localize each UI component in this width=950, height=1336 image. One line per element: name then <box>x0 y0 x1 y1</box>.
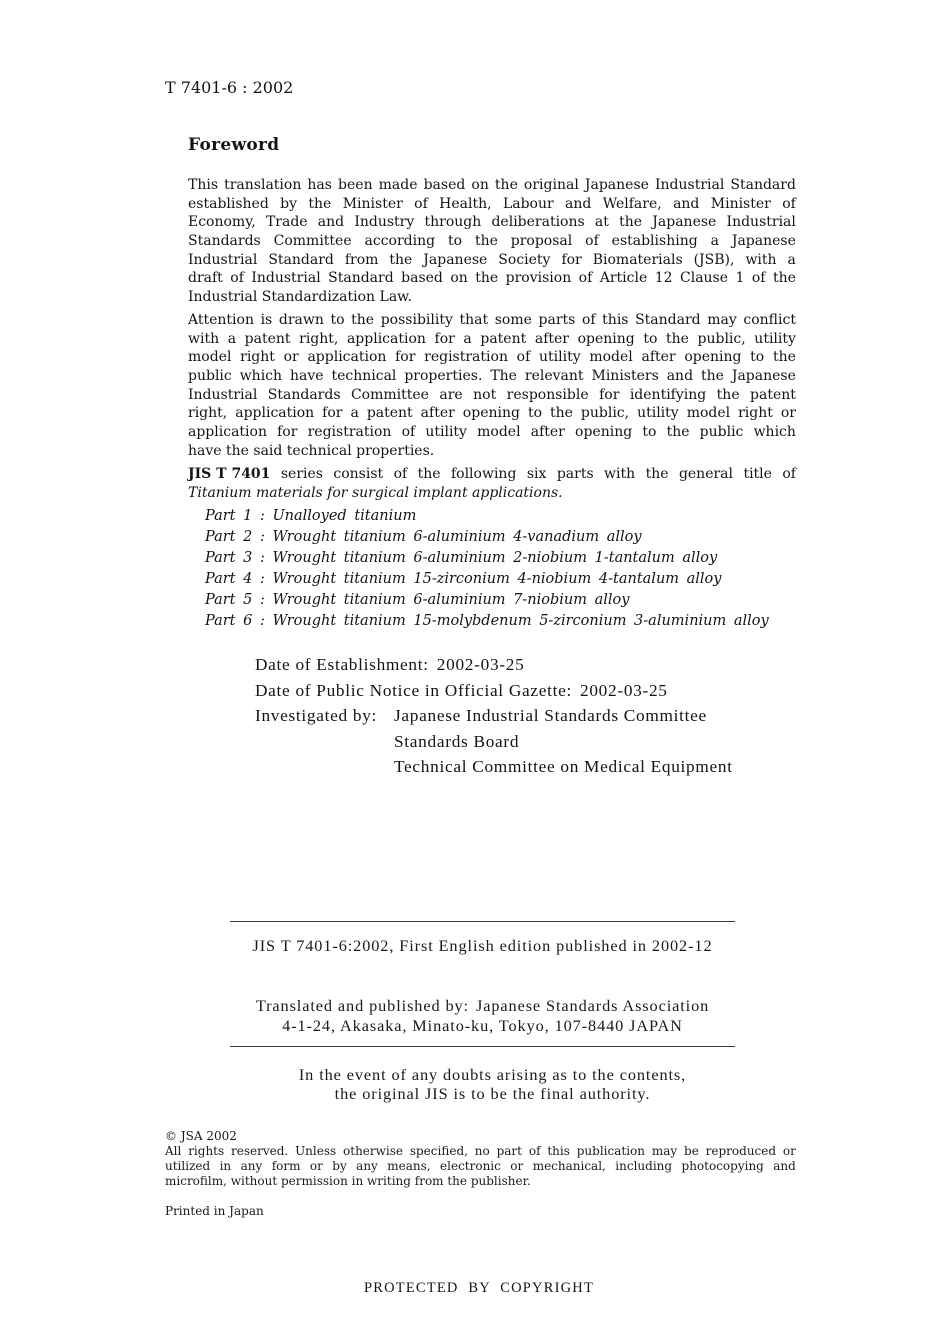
word: the <box>645 466 669 482</box>
word: the <box>716 386 740 403</box>
word: provision <box>505 270 572 287</box>
copyright-block <box>165 1129 796 1189</box>
word: of <box>782 466 796 482</box>
word: or <box>283 349 299 366</box>
establishment-label: Date of Establishment: <box>255 655 429 674</box>
word: of <box>401 424 416 441</box>
word: Standard <box>268 251 334 268</box>
word: and <box>666 368 694 385</box>
word: photocopying <box>681 1158 764 1173</box>
word: of <box>516 349 531 366</box>
word: by <box>332 1158 347 1173</box>
word: a <box>463 330 472 347</box>
word: which <box>753 424 796 441</box>
authority-note-line: the original JIS is to be the final authority. <box>334 1083 651 1103</box>
word: following <box>450 466 517 482</box>
word: a <box>787 251 796 268</box>
word: Trade <box>265 214 308 231</box>
word: translation <box>224 177 302 193</box>
word: at <box>594 214 609 231</box>
word: some <box>494 312 532 328</box>
word: the <box>549 405 573 422</box>
word: opening <box>575 424 633 441</box>
publisher-line <box>230 996 735 1016</box>
word: opening <box>684 349 742 366</box>
word: this <box>602 312 629 328</box>
word: Industry <box>354 214 415 231</box>
word: right, <box>299 330 339 347</box>
word: 1 <box>735 270 745 287</box>
word: of <box>578 270 593 287</box>
word: the <box>700 368 724 385</box>
word: of <box>414 195 428 212</box>
word: and <box>773 1158 796 1173</box>
rights-line <box>165 1159 796 1174</box>
word: to <box>643 330 658 347</box>
word: for <box>395 349 416 366</box>
word: Biomaterials <box>592 251 683 268</box>
word: to <box>447 233 463 250</box>
divider-top <box>230 921 735 922</box>
word: through <box>424 214 482 231</box>
word: patent <box>366 405 413 422</box>
investigator-item: Technical Committee on Medical Equipment <box>394 757 733 776</box>
word: may <box>707 312 737 328</box>
word: and <box>317 214 345 231</box>
investigators-list <box>394 703 733 780</box>
paragraph-line <box>188 404 796 423</box>
publisher-label: Translated and published by: <box>255 996 469 1015</box>
word: Unless <box>295 1143 337 1158</box>
word: Standards <box>188 233 261 250</box>
word: reproduced <box>705 1143 777 1158</box>
word: right <box>738 405 773 422</box>
word: to <box>642 424 657 441</box>
word: in <box>219 1158 232 1173</box>
word: specified, <box>409 1143 468 1158</box>
word: six <box>526 466 547 482</box>
paragraph-line <box>188 213 796 232</box>
word: according <box>364 233 436 250</box>
investigated-row <box>255 703 733 780</box>
public-notice-date: 2002-03-25 <box>580 680 668 700</box>
word: original <box>523 177 579 193</box>
word: after <box>420 405 455 422</box>
word: public, <box>697 330 746 347</box>
word: to <box>527 405 542 422</box>
word: made <box>378 177 418 193</box>
word: Ministers <box>591 368 659 385</box>
word: means, <box>387 1158 431 1173</box>
paragraph-line <box>188 386 796 405</box>
word: title <box>743 466 772 482</box>
word: for <box>322 405 343 422</box>
word: is <box>260 312 273 328</box>
word: a <box>350 405 359 422</box>
publisher-address: 4-1-24, Akasaka, Minato-ku, Tokyo, 107-8440 JAPAN <box>282 1016 683 1035</box>
word: on <box>471 177 489 193</box>
word: that <box>459 312 489 328</box>
series-paragraph <box>188 465 796 502</box>
word: 12 <box>654 270 673 287</box>
word: no <box>474 1143 490 1158</box>
word: model <box>477 424 521 441</box>
dates-block <box>255 652 733 780</box>
parts-list <box>205 506 769 632</box>
word: and <box>673 195 700 212</box>
edition-line: JIS T 7401-6:2002, First English edition published in 2002-12 <box>252 936 713 955</box>
word: of <box>751 270 766 287</box>
word: this <box>547 1143 570 1158</box>
authority-note-line: In the event of any doubts arising as to the contents, <box>298 1064 687 1084</box>
word: deliberations <box>491 214 585 231</box>
word: Labour <box>502 195 554 212</box>
word: with <box>604 466 636 482</box>
word: The <box>490 368 517 385</box>
word: Industrial <box>726 214 796 231</box>
word: publication <box>576 1143 646 1158</box>
word: the <box>389 251 413 268</box>
word: the <box>475 270 499 287</box>
word: relevant <box>524 368 584 385</box>
word: application <box>188 424 267 441</box>
word: from <box>344 251 379 268</box>
rights-last-line: microfilm, without permission in writing from the publisher. <box>165 1173 531 1188</box>
word: Health, <box>439 195 492 212</box>
part-item: Part 2 : Wrought titanium 6-aluminium 4-vanadium alloy <box>205 528 642 545</box>
paragraph-line <box>188 311 796 330</box>
word: been <box>338 177 373 193</box>
word: by <box>280 195 298 212</box>
word: properties. <box>404 368 483 385</box>
word: on <box>450 270 468 287</box>
word: (JSB), <box>693 251 735 268</box>
word: Industrial <box>654 177 725 193</box>
word: for <box>434 330 455 347</box>
word: Japanese <box>584 177 649 193</box>
word: Standard <box>730 177 796 193</box>
rights-line <box>165 1144 796 1159</box>
word: or <box>510 1158 524 1173</box>
paragraph-line <box>188 423 796 442</box>
word: which <box>239 368 283 385</box>
word: Economy, <box>188 214 256 231</box>
word: opening <box>462 405 520 422</box>
word: based <box>401 270 443 287</box>
paragraph-last-line: have the said technical properties. <box>188 442 435 459</box>
foreword-heading: Foreword <box>188 135 280 155</box>
word: proposal <box>510 233 573 250</box>
word: model <box>589 349 633 366</box>
word: Industrial <box>188 251 258 268</box>
part-item: Part 4 : Wrought titanium 15-zirconium 4-niobium 4-tantalum alloy <box>205 570 722 587</box>
word: and <box>565 195 592 212</box>
word: of <box>581 312 596 328</box>
word: application <box>235 405 315 422</box>
paragraph-line <box>188 251 796 270</box>
word: be <box>684 1143 699 1158</box>
word: or <box>309 1158 323 1173</box>
word: part <box>496 1143 522 1158</box>
word: the <box>417 466 441 482</box>
word: This <box>188 177 219 193</box>
paragraph-line <box>188 367 796 386</box>
word: rights <box>188 1143 225 1158</box>
word: parts <box>556 466 594 482</box>
public-notice-label: Date of Public Notice in Official Gazette: <box>255 680 572 700</box>
word: conflict <box>743 312 796 328</box>
establishment-date: 2002-03-25 <box>436 655 525 674</box>
word: Minister <box>342 195 403 212</box>
word: the <box>494 177 518 193</box>
word: establishing <box>611 233 698 250</box>
paragraph-line <box>188 232 796 251</box>
word: utility <box>539 349 581 366</box>
part-item: Part 6 : Wrought titanium 15-molybdenum 5-zirconium 3-aluminium alloy <box>205 612 769 629</box>
word: has <box>307 177 332 193</box>
paragraph-line <box>188 269 796 288</box>
word: or <box>780 405 796 422</box>
word: with <box>188 330 220 347</box>
word: registration <box>424 349 508 366</box>
public-notice-row <box>255 678 733 704</box>
word: identifying <box>629 386 707 403</box>
word: draft <box>188 270 223 287</box>
word: Society <box>498 251 551 268</box>
word: consist <box>333 466 384 482</box>
word: the <box>772 349 796 366</box>
word: All <box>165 1143 182 1158</box>
paragraph-line <box>188 195 796 214</box>
word: utility <box>425 424 467 441</box>
word: application <box>346 330 426 347</box>
paragraph-line <box>188 330 796 349</box>
word: or <box>782 1143 796 1158</box>
publisher-name: Japanese Standards Association <box>476 996 710 1015</box>
paragraph-line <box>188 176 796 195</box>
word: after <box>530 424 565 441</box>
word: the <box>351 312 375 328</box>
foreword-paragraph-1 <box>188 176 796 307</box>
word: Minister <box>710 195 771 212</box>
investigator-item: Japanese Industrial Standards Committee <box>394 706 707 725</box>
word: Standard <box>635 312 701 328</box>
word: utilized <box>165 1158 211 1173</box>
word: Committee <box>273 233 352 250</box>
word: form <box>271 1158 301 1173</box>
word: public <box>188 368 232 385</box>
word: the <box>619 214 643 231</box>
word: may <box>651 1143 678 1158</box>
printed-in: Printed in Japan <box>165 1203 264 1218</box>
word: to <box>330 312 345 328</box>
word: Standard <box>328 270 394 287</box>
standard-designation: JIS T 7401 <box>188 466 271 482</box>
word: after <box>534 330 569 347</box>
word: registration <box>307 424 392 441</box>
word: general <box>678 466 734 482</box>
word: for <box>599 386 620 403</box>
word: a <box>227 330 237 347</box>
publisher-block <box>230 996 735 1036</box>
word: Industrial <box>251 270 321 287</box>
word: to <box>750 349 765 366</box>
word: of <box>230 270 244 287</box>
establishment-row <box>255 652 733 678</box>
word: utility <box>637 405 679 422</box>
part-item: Part 3 : Wrought titanium 6-aluminium 2-niobium 1-tantalum alloy <box>205 549 718 566</box>
paragraph-line <box>188 348 796 367</box>
word: Japanese <box>423 251 488 268</box>
word: model <box>188 349 232 366</box>
word: the <box>772 270 796 287</box>
foreword-paragraph-2 <box>188 311 796 460</box>
word: including <box>615 1158 673 1173</box>
word: Attention <box>188 312 254 328</box>
word: right, <box>188 405 228 422</box>
investigator-item: Standards Board <box>394 731 520 751</box>
protected-by-copyright: PROTECTED BY COPYRIGHT <box>363 1280 594 1296</box>
series-line <box>188 465 796 484</box>
word: series <box>280 466 323 482</box>
word: patent <box>244 330 291 347</box>
word: after <box>641 349 676 366</box>
word: Japanese <box>652 214 717 231</box>
part-item: Part 5 : Wrought titanium 6-aluminium 7-niobium alloy <box>205 591 630 608</box>
word: Welfare, <box>602 195 662 212</box>
word: of <box>528 1143 541 1158</box>
paragraph-last-line: Industrial Standardization Law. <box>188 289 412 306</box>
part-item: Part 1 : Unalloyed titanium <box>205 507 417 524</box>
authority-note <box>240 1065 745 1103</box>
word: right <box>240 349 275 366</box>
word: the <box>665 330 689 347</box>
copyright-notice: © JSA 2002 <box>165 1128 237 1143</box>
word: utility <box>754 330 796 347</box>
word: public, <box>580 405 630 422</box>
word: of <box>585 233 599 250</box>
word: mechanical, <box>532 1158 606 1173</box>
word: opening <box>577 330 635 347</box>
word: public <box>699 424 744 441</box>
word: Japanese <box>731 233 796 250</box>
word: reserved. <box>231 1143 289 1158</box>
document-number: T 7401-6 : 2002 <box>165 78 294 97</box>
divider-bottom <box>230 1046 735 1047</box>
word: responsible <box>506 386 589 403</box>
word: patent <box>750 386 796 403</box>
word: Japanese <box>731 368 796 385</box>
word: of <box>782 195 796 212</box>
word: the <box>308 195 332 212</box>
word: drawn <box>278 312 324 328</box>
word: otherwise <box>343 1143 403 1158</box>
word: established <box>188 195 269 212</box>
word: for <box>277 424 298 441</box>
word: Committee <box>350 386 429 403</box>
word: for <box>561 251 582 268</box>
word: the <box>474 233 498 250</box>
investigated-label: Investigated by: <box>255 706 378 725</box>
word: Standards <box>267 386 341 403</box>
word: based <box>423 177 466 193</box>
word: have <box>289 368 324 385</box>
word: possibility <box>380 312 453 328</box>
general-title: Titanium materials for surgical implant applications. <box>188 484 563 501</box>
word: the <box>666 424 690 441</box>
word: parts <box>538 312 576 328</box>
word: Industrial <box>188 386 258 403</box>
word: any <box>356 1158 378 1173</box>
word: with <box>745 251 777 268</box>
word: are <box>439 386 463 403</box>
word: technical <box>331 368 397 385</box>
word: of <box>393 466 408 482</box>
word: electronic <box>440 1158 501 1173</box>
word: application <box>307 349 387 366</box>
word: a <box>710 233 719 250</box>
word: Clause <box>680 270 729 287</box>
word: any <box>240 1158 263 1173</box>
word: Article <box>599 270 648 287</box>
word: patent <box>480 330 527 347</box>
word: not <box>473 386 497 403</box>
word: model <box>686 405 731 422</box>
